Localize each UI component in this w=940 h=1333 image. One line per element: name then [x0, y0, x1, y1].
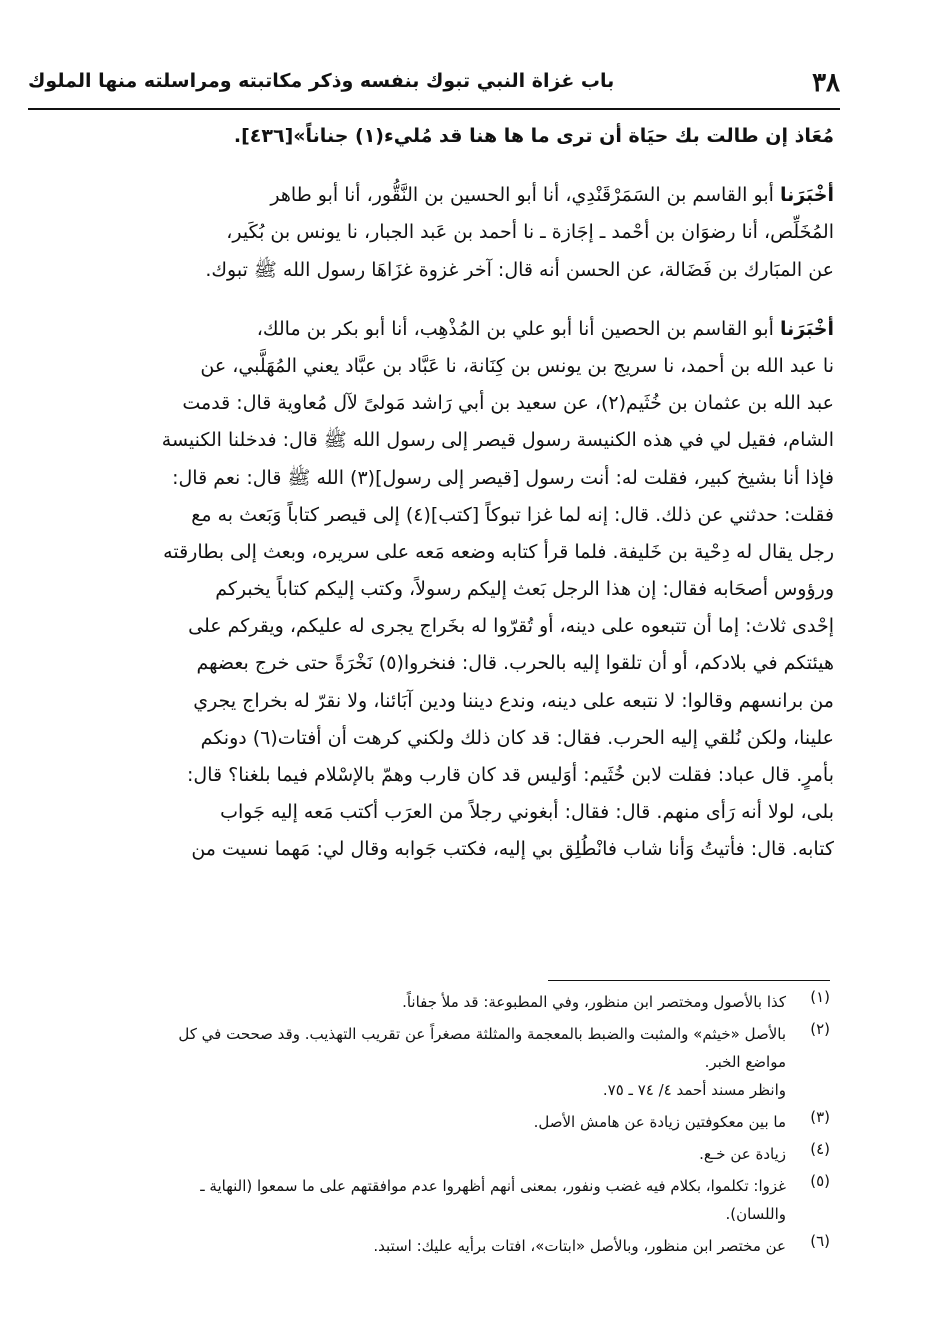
paragraph-1 [38, 177, 834, 289]
footnote [38, 1140, 830, 1168]
footnotes [38, 988, 830, 1264]
text-line [38, 311, 834, 348]
text-line: هيئتكم في بلادكم، أو أن تلقوا إليه بالحرب. قال: فنخروا(٥) نَخْرَةً حتى خرج بعضهم [196, 652, 834, 675]
text-line: بلى، لولا أنه رَأى منهم. قال: فقال: أبغوني رجلاً من العرَب أكتب مَعه إليه جَواب [220, 801, 834, 824]
text-line: من برانسهم وقالوا: لا نتبعه على دينه، وندع ديننا ودين آبَائنا، ولا نقرّ له بخراج يجري [193, 689, 834, 712]
text-line: المُخَلِّص، أنا رضوَان بن أحْمد ـ إجَازة ـ نا أحمد بن عَبد الجبار، نا يونس بن بُكَير، [226, 221, 834, 244]
footnote-text-continued: مواضع الخبر. [704, 1053, 786, 1071]
footnote-number: (٢) [810, 1020, 830, 1038]
footnote [38, 1232, 830, 1260]
text-line: عن المبَارك بن فَضَالة، عن الحسن أنه قال: آخر غزوة غزَاهَا رسول الله ﷺ تبوك. [205, 258, 834, 281]
footnote-text: بالأصل «خيثم» والمثبت والضبط بالمعجمة والمثلثة مصغراً عن تقريب التهذيب. وقد صححت في كل [178, 1025, 786, 1043]
footnote [38, 1108, 830, 1136]
footnote-rule [548, 980, 830, 981]
footnote-number: (٦) [810, 1232, 830, 1250]
paragraph-gap [38, 155, 834, 177]
verse-line: مُعَاذ إن طالت بك حيَاة أن ترى ما ها هنا قد مُليء(١) جناناً»[٤٣٦]. [233, 125, 834, 147]
footnote-number: (٥) [810, 1172, 830, 1190]
text-line [38, 177, 834, 214]
text-line: عبد الله بن عثمان بن خُثَيم(٢)، عن سعيد بن أبي رَاشد مَولىً لآل مُعاوية قال: قدمت [182, 392, 834, 415]
text-line: نا عبد الله بن أحمد، نا سريج بن يونس بن كِنَانة، نا عَبَّاد بن عبَّاد يعني المُهَلَّبي، عن [200, 354, 834, 377]
paragraph-gap [38, 289, 834, 311]
text-line: ورؤوس أصحَابه فقال: إن هذا الرجل بَعث إليكم رسولاً، وكتب إليكم كتاباً يخبركم [215, 578, 834, 601]
text-line: إحْدى ثلاث: إما أن تتبعوه على دينه، أو تُقرّوا له بخَراج يجرى له عليكم، ويقركم على [188, 615, 834, 638]
footnote [38, 1020, 830, 1104]
header-rule [28, 108, 840, 110]
footnote [38, 988, 830, 1016]
footnote-text: كذا بالأصول ومختصر ابن منظور، وفي المطبوعة: قد ملأ جفاناً. [402, 993, 786, 1011]
line-text: أبو القاسم بن الحصين أنا أبو علي بن المُذْهِب، أنا أبو بكر بن مالك، [256, 317, 774, 340]
footnote-text-continued: واللسان). [725, 1205, 786, 1223]
footnote-text: زيادة عن خـع. [699, 1145, 786, 1163]
footnote-number: (٤) [810, 1140, 830, 1158]
text-line: فإذا أنا بشيخ كبير، فقلت له: أنت رسول [قيصر إلى رسول](٣) الله ﷺ قال: نعم قال: [172, 466, 834, 489]
paragraph-lead: أخْبَرَنا [779, 317, 834, 340]
main-text [38, 118, 834, 869]
text-line: الشام، فقيل لي في هذه الكنيسة رسول قيصر إلى رسول الله ﷺ قال: فدخلنا الكنيسة [161, 429, 834, 452]
text-line: بأمرٍ. قال عباد: فقلت لابن خُثَيم: أوَليس قد كان قارب وهمّ بالإسْلام فيما بلغنا؟ قال: [187, 764, 834, 786]
line-text: أبو القاسم بن السَمَرْقَنْدِي، أنا أبو الحسين بن النَّقُّور، أنا أبو طاهر [270, 184, 774, 207]
paragraph-lead: أخْبَرَنا [779, 184, 834, 207]
text-line: رجل يقال له دِحْية بن خَليفة. فلما قرأ كتابه وضعه مَعه على سريره، وبعث إلى بطارقته [163, 540, 834, 563]
paragraph-2 [38, 311, 834, 869]
text-line: كتابه. قال: فأتيتُ وَأنا شاب فانْطُلِق بي إليه، فكتب جَوابه وقال لي: مَهما نسيت من [191, 838, 834, 861]
footnote-text: غزوا: تكلموا، بكلام فيه غضب ونفور، بمعنى أنهم أظهروا عدم موافقتهم على ما سمعوا (النهاية ـ [200, 1177, 786, 1195]
footnote-text: ما بين معكوفتين زيادة عن هامش الأصل. [533, 1113, 786, 1131]
page-header [28, 60, 840, 106]
footnote-number: (٣) [810, 1108, 830, 1126]
footnote [38, 1172, 830, 1228]
page-number: ٣٨ [812, 68, 840, 98]
text-line: علينا، ولكن نُلقي إليه الحرب. فقال: قد كان ذلك ولكني كرهت أن أفتات(٦) دونكم [200, 726, 834, 749]
text-line: فقلت: حدثني عن ذلك. قال: إنه لما غزا تبوكاً [كتب](٤) إلى قيصر كتاباً وَبَعث به مع [191, 503, 834, 526]
footnote-text-continued: وانظر مسند أحمد ٤/ ٧٤ ـ ٧٥. [602, 1081, 786, 1099]
footnote-number: (١) [810, 988, 830, 1006]
running-title: باب غزاة النبي تبوك بنفسه وذكر مكاتبته ومراسلته منها الملوك [28, 70, 615, 92]
footnote-text: عن مختصر ابن منظور، وبالأصل «ابتات»، افتات برأيه عليك: استبد. [373, 1237, 786, 1255]
